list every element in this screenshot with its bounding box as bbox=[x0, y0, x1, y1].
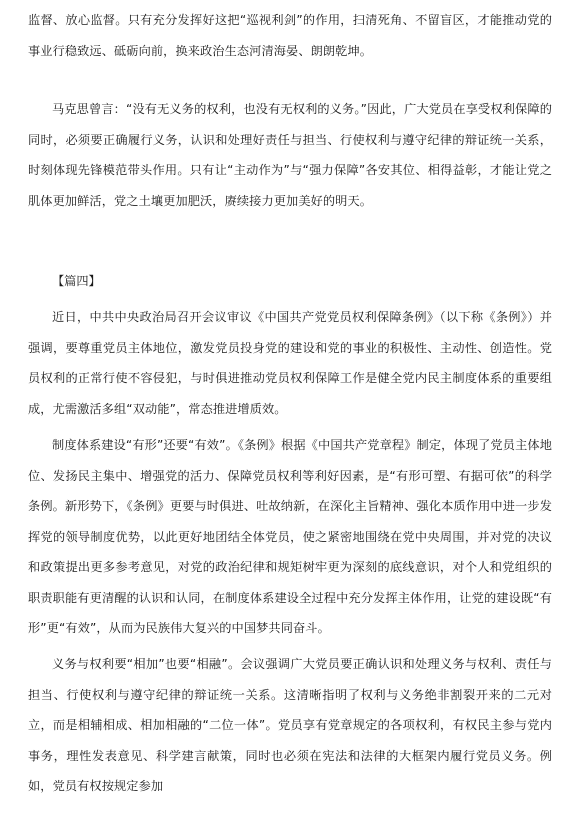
paragraph-5: 义务与权利要“相加”也要“相融”。会议强调广大党员要正确认识和处理义务与权利、责任与担当、行使权利与遵守纪律的辩证统一关系。这清晰指明了权利与义务绝非割裂开来的二元对立，而是相辅相成、相加相融的“二位一体”。党员享有党章规定的各项权利，有权民主参与党内事务，理性发表意见、科学建言献策，同时也必须在宪法和法律的大框架内履行党员义务。例如，党员有权按规定参加 bbox=[28, 657, 552, 793]
section-heading: 【篇四】 bbox=[52, 274, 101, 288]
paragraph-1: 监督、放心监督。只有充分发挥好这把“巡视利剑”的作用，扫清死角、不留盲区，才能推动党的事业行稳致远、砥砺向前，换来政治生态河清海晏、朗朗乾坤。 bbox=[28, 13, 552, 58]
paragraph-3: 近日，中共中央政治局召开会议审议《中国共产党党员权利保障条例》（以下称《条例》）并强调，要尊重党员主体地位，激发党员投身党的建设和党的事业的积极性、主动性、创造性。党员权利的正常行使不容侵犯，与时俱进推动党员权利保障工作是健全党内民主制度体系的重要组成，尤需激活多组“双动能”，常态推进增质效。 bbox=[28, 310, 552, 416]
paragraph-2: 马克思曾言：“没有无义务的权利，也没有无权利的义务。”因此，广大党员在享受权利保障的同时，必须要正确履行义务，认识和处理好责任与担当、行使权利与遵守纪律的辩证统一关系，时刻体现先锋模范带头作用。只有让“主动作为”与“强力保障”各安其位、相得益彰，才能让党之肌体更加鲜活，党之土壤更加肥沃，赓续接力更加美好的明天。 bbox=[28, 102, 552, 208]
paragraph-4: 制度体系建设“有形”还要“有效”。《条例》根据《中国共产党章程》制定，体现了党员主体地位、发扬民主集中、增强党的活力、保障党员权利等利好因素，是“有形可塑、有据可依”的科学条例。新形势下，《条例》更要与时俱进、吐故纳新，在深化主旨精神、强化本质作用中进一步发挥党的领导制度优势，以此更好地团结全体党员，使之紧密地围绕在党中央周围，并对党的决议和政策提出更多参考意见，对党的政治纪律和规矩树牢更为深刻的底线意识，对个人和党组织的职责职能有更清醒的认识和认同，在制度体系建设全过程中充分发挥主体作用，让党的建设既“有形”更“有效”，从而为民族伟大复兴的中国梦共同奋斗。 bbox=[28, 438, 552, 635]
